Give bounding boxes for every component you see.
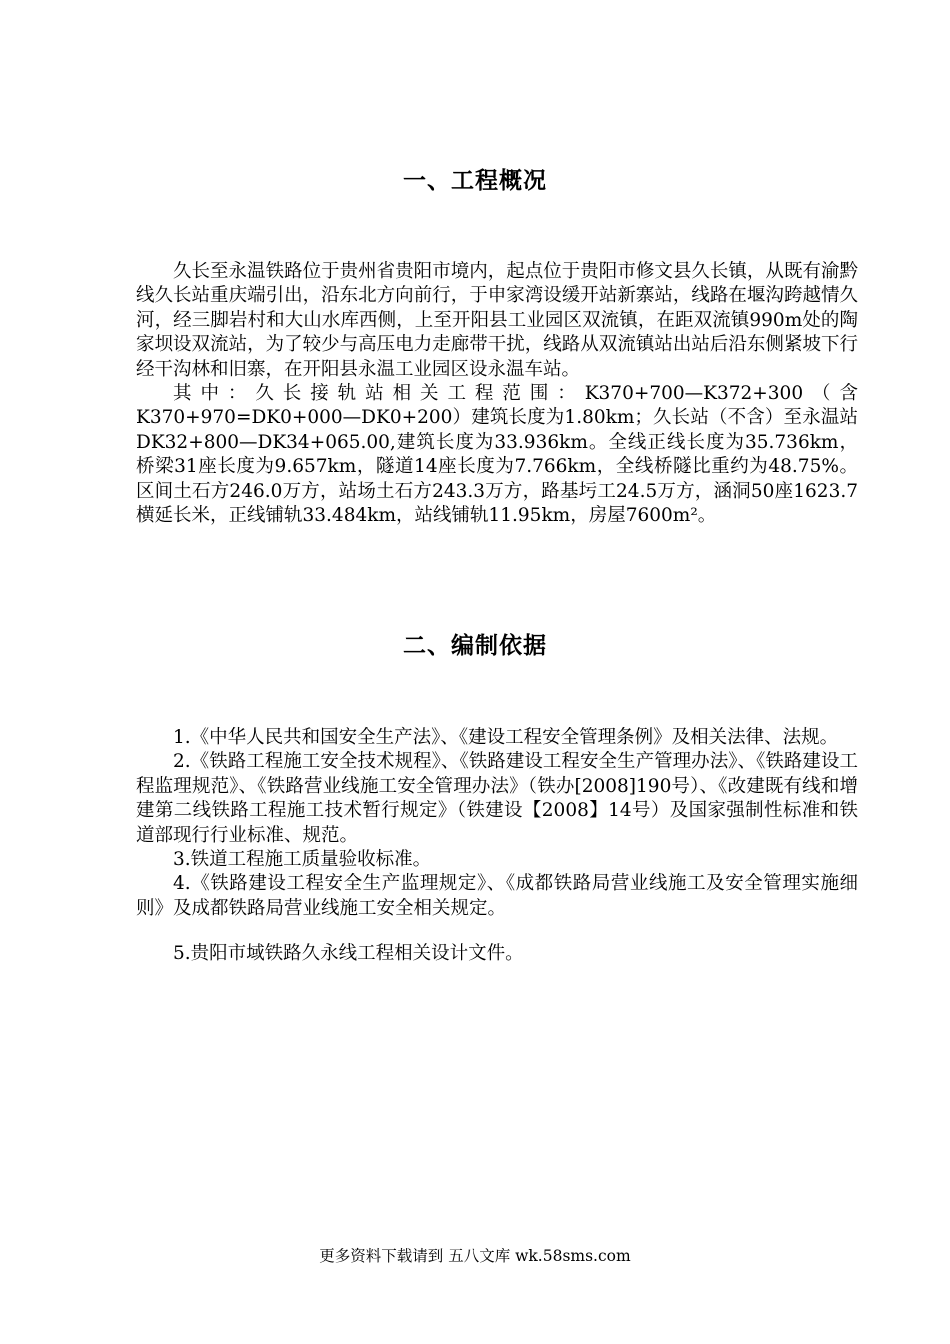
basis-item-4: 4.《铁路建设工程安全生产监理规定》、《成都铁路局营业线施工及安全管理实施细则》及成都铁路局营业线施工安全相关规定。 xyxy=(136,873,858,919)
overview-paragraph-scope: 其中：久长接轨站相关工程范围：K370+700—K372+300（含K370+970=DK0+000—DK0+200）建筑长度为1.80km；久长站（不含）至永温站DK32+800—DK34+065.00,建筑长度为33.936km。全线正线长度为35.736km，桥梁31座长度为9.657km，隧道14座长度为7.766km，全线桥隧比重约为48.75%。区间土石方246.0万方，站场土石方243.3万方，路基圬工24.5万方，涵洞50座1623.7横延长米，正线铺轨33.484km，站线铺轨11.95km，房屋7600m²。 xyxy=(136,383,858,527)
page-footer: 更多资料下载请到 五八文库 wk.58sms.com xyxy=(319,1247,631,1265)
basis-item-2: 2.《铁路工程施工安全技术规程》、《铁路建设工程安全生产管理办法》、《铁路建设工程监理规范》、《铁路营业线施工安全管理办法》（铁办[2008]190号）、《改建既有线和增建第二线铁路工程施工技术暂行规定》（铁建设【2008】14号）及国家强制性标准和铁道部现行行业标准、规范。 xyxy=(136,751,858,846)
basis-item-1: 1.《中华人民共和国安全生产法》、《建设工程安全管理条例》及相关法律、法规。 xyxy=(173,727,839,748)
basis-item-3: 3.铁道工程施工质量验收标准。 xyxy=(173,849,432,871)
overview-paragraph-route: 久长至永温铁路位于贵州省贵阳市境内，起点位于贵阳市修文县久长镇，从既有渝黔线久长站重庆端引出，沿东北方向前行，于申家湾设缓开站新寨站，线路在堰沟跨越情久河，经三脚岩村和大山水库西侧，上至开阳县工业园区双流镇，在距双流镇990m处的陶家坝设双流站，为了较少与高压电力走廊带干扰，线路从双流镇站出站后沿东侧紧坡下行经干沟林和旧寨，在开阳县永温工业园区设永温车站。 xyxy=(136,261,858,380)
section-title-project-overview: 一、工程概况 xyxy=(403,168,547,194)
section-compilation-basis xyxy=(136,726,858,967)
section-project-overview xyxy=(136,260,858,528)
basis-item-5: 5.贵阳市域铁路久永线工程相关设计文件。 xyxy=(173,943,524,965)
section-title-compilation-basis: 二、编制依据 xyxy=(403,633,547,659)
